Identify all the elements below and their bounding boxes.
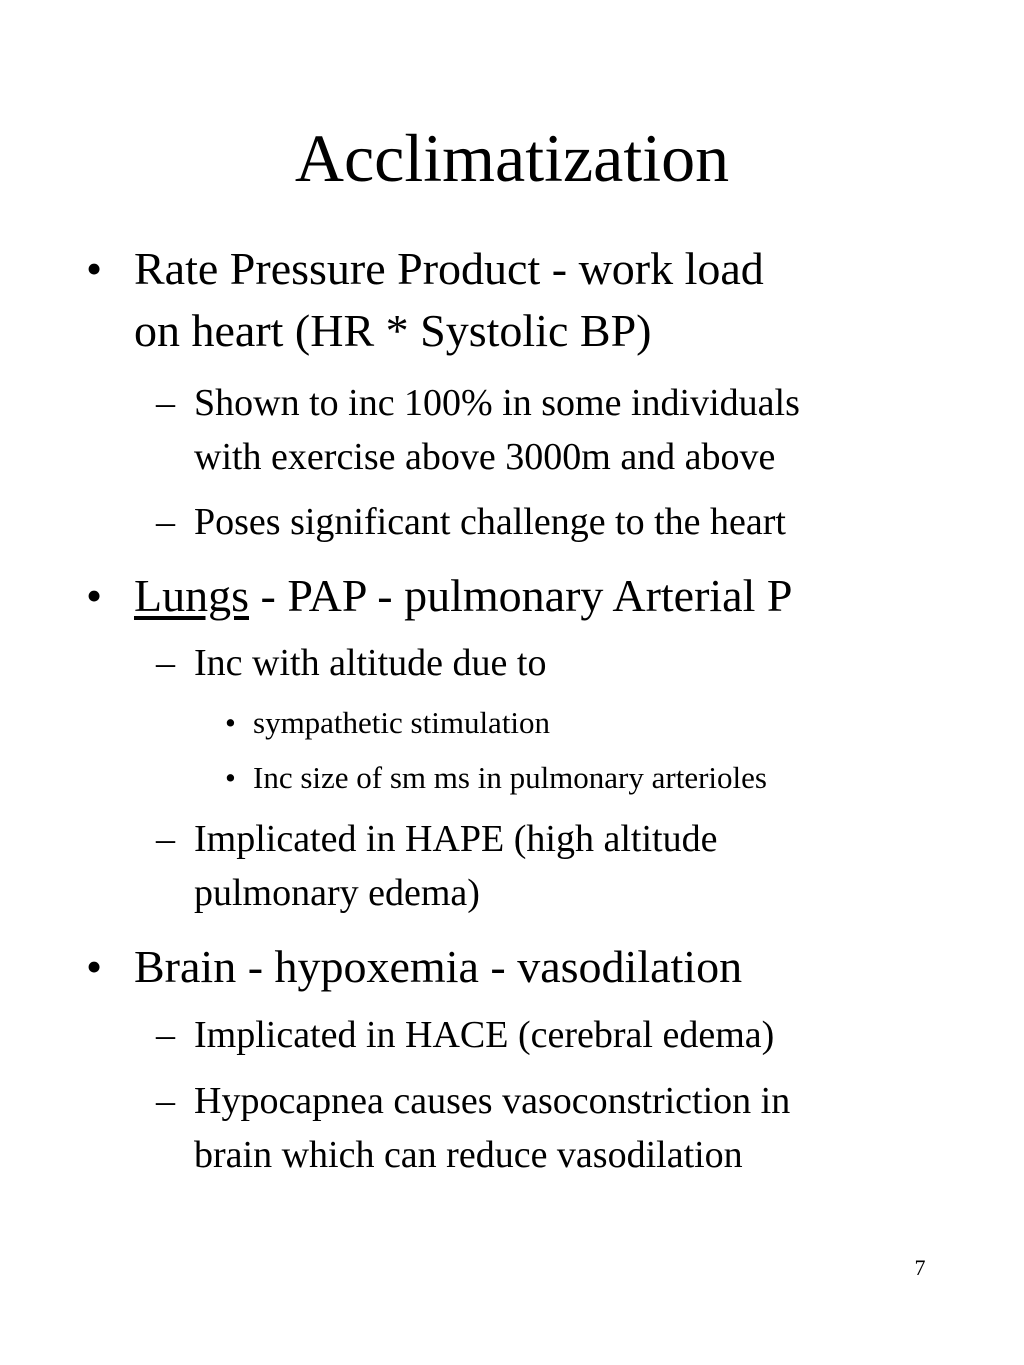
- slide-title: Acclimatization: [294, 120, 730, 196]
- dash-marker: –: [156, 642, 175, 684]
- slide-page-number: 7: [914, 1255, 926, 1280]
- bullet-text-line: on heart (HR * Systolic BP): [134, 305, 652, 356]
- dash-marker: –: [156, 818, 175, 860]
- sub-bullet-hypocapnea: [0, 1074, 1024, 1182]
- sub-bullet-inc-with-altitude: [0, 636, 1024, 690]
- sub-sub-bullet-text: Inc size of sm ms in pulmonary arterioles: [253, 760, 767, 795]
- sub-sub-bullet-sympathetic: [0, 703, 1024, 743]
- sub-sub-bullet-text: sympathetic stimulation: [253, 705, 551, 740]
- sub-bullet-text: Poses significant challenge to the heart: [194, 501, 786, 543]
- bullet-lungs-pap: [0, 565, 1024, 627]
- sub-bullet-text: Inc with altitude due to: [194, 642, 547, 684]
- sub-bullet-text-line: pulmonary edema): [194, 872, 480, 914]
- dash-marker: –: [156, 382, 175, 424]
- dash-marker: –: [156, 501, 175, 543]
- bullet-marker: •: [86, 941, 103, 992]
- sub-bullet-poses-challenge: [0, 495, 1024, 549]
- sub-bullet-shown-to-inc: [0, 376, 1024, 484]
- sub-bullet-text-line: Implicated in HAPE (high altitude: [194, 818, 718, 860]
- sub-bullet-implicated-hace: [0, 1008, 1024, 1062]
- sub-bullet-text-line: Shown to inc 100% in some individuals: [194, 382, 800, 424]
- bullet-text: Brain - hypoxemia - vasodilation: [134, 941, 743, 992]
- dash-marker: –: [156, 1080, 175, 1122]
- underlined-lungs: Lungs: [134, 570, 249, 621]
- bullet-brain: [0, 936, 1024, 998]
- bullet-text: [134, 565, 792, 627]
- bullet-text-rest: - PAP - pulmonary Arterial P: [249, 570, 793, 621]
- bullet-marker: •: [86, 570, 103, 621]
- bullet-text-line: Rate Pressure Product - work load: [134, 243, 764, 294]
- sub-sub-bullet-inc-size: [0, 758, 1024, 798]
- dash-marker: –: [156, 1014, 175, 1056]
- sub-bullet-text-line: brain which can reduce vasodilation: [194, 1134, 743, 1176]
- sub-bullet-text: Implicated in HACE (cerebral edema): [194, 1014, 775, 1056]
- bullet-marker: •: [86, 243, 103, 294]
- bullet-marker: •: [225, 760, 236, 795]
- bullet-rate-pressure-product: [0, 238, 1024, 362]
- sub-bullet-text-line: Hypocapnea causes vasoconstriction in: [194, 1080, 791, 1122]
- sub-bullet-implicated-hape: [0, 812, 1024, 920]
- sub-bullet-text-line: with exercise above 3000m and above: [194, 436, 776, 478]
- bullet-marker: •: [225, 705, 236, 740]
